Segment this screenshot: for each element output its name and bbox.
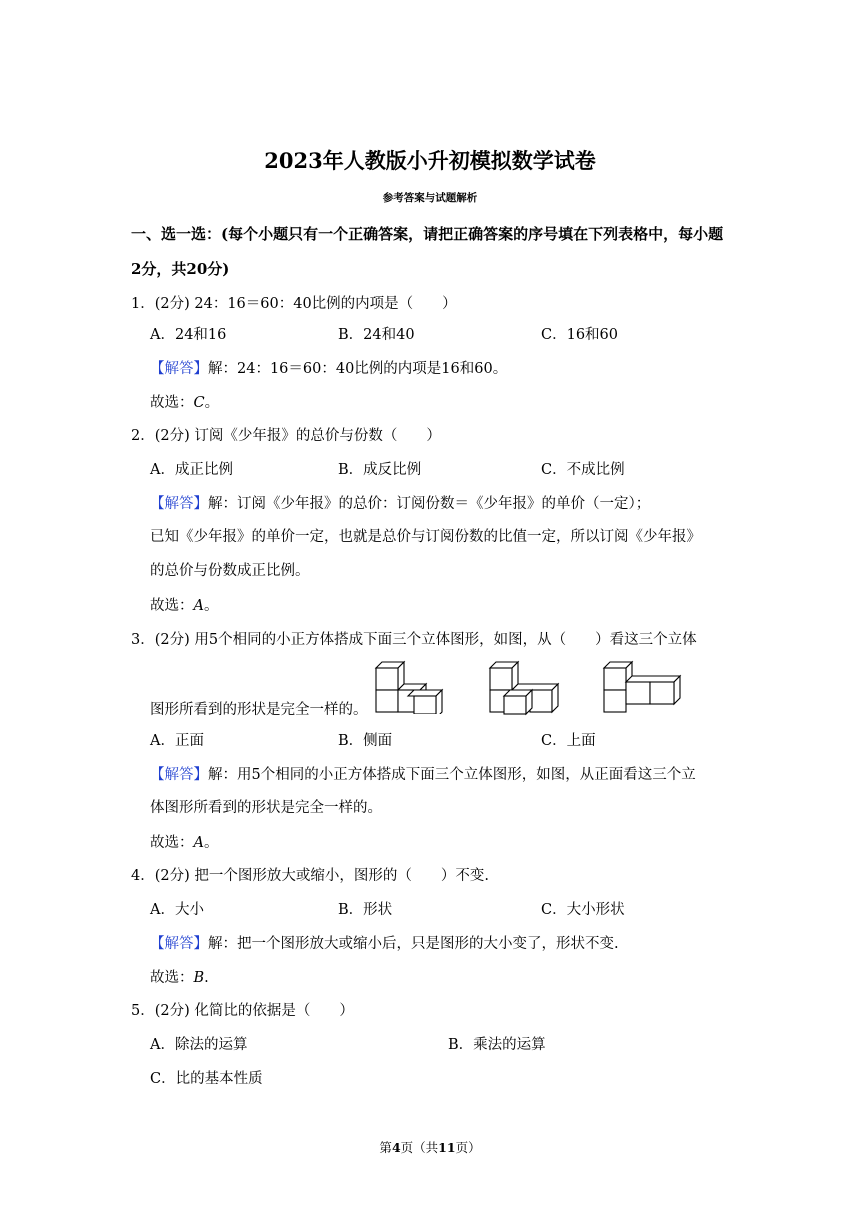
question-4-stem: 4．(2分) 把一个图形放大或缩小，图形的（ ）不变. — [131, 868, 489, 884]
solution-text: 解：订阅《少年报》的总价：订阅份数＝《少年报》的单价（一定）； — [208, 496, 651, 512]
question-3-solution-line2: 体图形所看到的形状是完全一样的。 — [150, 800, 382, 816]
choice-prefix: 故选： — [150, 598, 194, 614]
question-2-choice — [150, 599, 218, 614]
question-1-option-a: A．24和16 — [150, 327, 227, 343]
footer-middle: 页（共 — [400, 1140, 439, 1155]
choice-letter: A — [193, 598, 204, 614]
choice-letter: C — [193, 395, 205, 411]
choice-suffix: 。 — [203, 835, 219, 851]
choice-letter: B — [193, 970, 205, 986]
question-4-option-a: A．大小 — [150, 902, 204, 918]
question-4-choice — [150, 971, 209, 986]
answer-tag: 【解答】 — [150, 767, 208, 783]
footer-prefix: 第 — [379, 1140, 392, 1155]
page-footer — [0, 1142, 860, 1155]
choice-suffix: 。 — [204, 395, 220, 411]
question-3-option-a: A．正面 — [150, 733, 204, 749]
cube-figure-2 — [486, 658, 564, 716]
answer-tag: 【解答】 — [150, 361, 208, 377]
question-1-option-c: C．16和60 — [541, 327, 618, 343]
footer-total-pages: 11 — [438, 1140, 456, 1155]
question-5-stem: 5．(2分) 化简比的依据是（ ） — [131, 1003, 354, 1019]
choice-prefix: 故选： — [150, 395, 194, 411]
question-3-choice — [150, 836, 218, 851]
question-4-option-c: C．大小形状 — [541, 902, 625, 918]
cube-figure-3 — [600, 658, 684, 714]
question-1-stem: 1．(2分) 24：16＝60：40比例的内项是（ ） — [131, 296, 457, 312]
question-2-solution-line2: 已知《少年报》的单价一定，也就是总价与订阅份数的比值一定，所以订阅《少年报》 — [150, 529, 701, 545]
choice-prefix: 故选： — [150, 970, 194, 986]
question-4-solution — [150, 937, 619, 952]
cube-figure-1 — [372, 658, 448, 714]
question-3-stem-cont: 图形所看到的形状是完全一样的。 — [150, 702, 368, 718]
question-5-option-b: B．乘法的运算 — [448, 1037, 546, 1053]
page-title: 2023年人教版小升初模拟数学试卷 — [264, 148, 596, 173]
choice-suffix: . — [204, 970, 209, 986]
question-2-option-b: B．成反比例 — [338, 462, 422, 478]
question-2-solution — [150, 497, 650, 512]
choice-prefix: 故选： — [150, 835, 194, 851]
answer-tag: 【解答】 — [150, 496, 208, 512]
question-5-option-a: A．除法的运算 — [150, 1037, 248, 1053]
question-1-solution — [150, 362, 507, 377]
question-3-stem: 3．(2分) 用5个相同的小正方体搭成下面三个立体图形，如图，从（ ）看这三个立体 — [131, 632, 697, 648]
question-2-solution-line3: 的总价与份数成正比例。 — [150, 563, 310, 579]
choice-letter: A — [193, 835, 204, 851]
question-3-option-c: C．上面 — [541, 733, 596, 749]
question-3-option-b: B．侧面 — [338, 733, 393, 749]
section-heading: 一、选一选：(每个小题只有一个正确答案，请把正确答案的序号填在下列表格中，每小题 — [131, 225, 724, 243]
solution-text: 解：把一个图形放大或缩小后，只是图形的大小变了，形状不变. — [208, 936, 619, 952]
question-3-solution — [150, 768, 696, 783]
question-2-stem: 2．(2分) 订阅《少年报》的总价与份数（ ） — [131, 428, 441, 444]
question-4-option-b: B．形状 — [338, 902, 393, 918]
question-1-option-b: B．24和40 — [338, 327, 415, 343]
page-subtitle: 参考答案与试题解析 — [382, 192, 478, 204]
question-2-option-c: C．不成比例 — [541, 462, 625, 478]
section-heading-cont: 2分，共20分) — [131, 260, 230, 278]
answer-tag: 【解答】 — [150, 936, 208, 952]
solution-text: 解：用5个相同的小正方体搭成下面三个立体图形，如图，从正面看这三个立 — [208, 767, 696, 783]
choice-suffix: 。 — [203, 598, 219, 614]
question-5-option-c: C．比的基本性质 — [150, 1071, 263, 1087]
question-1-choice — [150, 396, 219, 411]
footer-suffix: 页） — [455, 1140, 481, 1155]
question-2-option-a: A．成正比例 — [150, 462, 233, 478]
footer-page-number: 4 — [391, 1140, 401, 1155]
solution-text: 解：24：16＝60：40比例的内项是16和60。 — [208, 361, 508, 377]
